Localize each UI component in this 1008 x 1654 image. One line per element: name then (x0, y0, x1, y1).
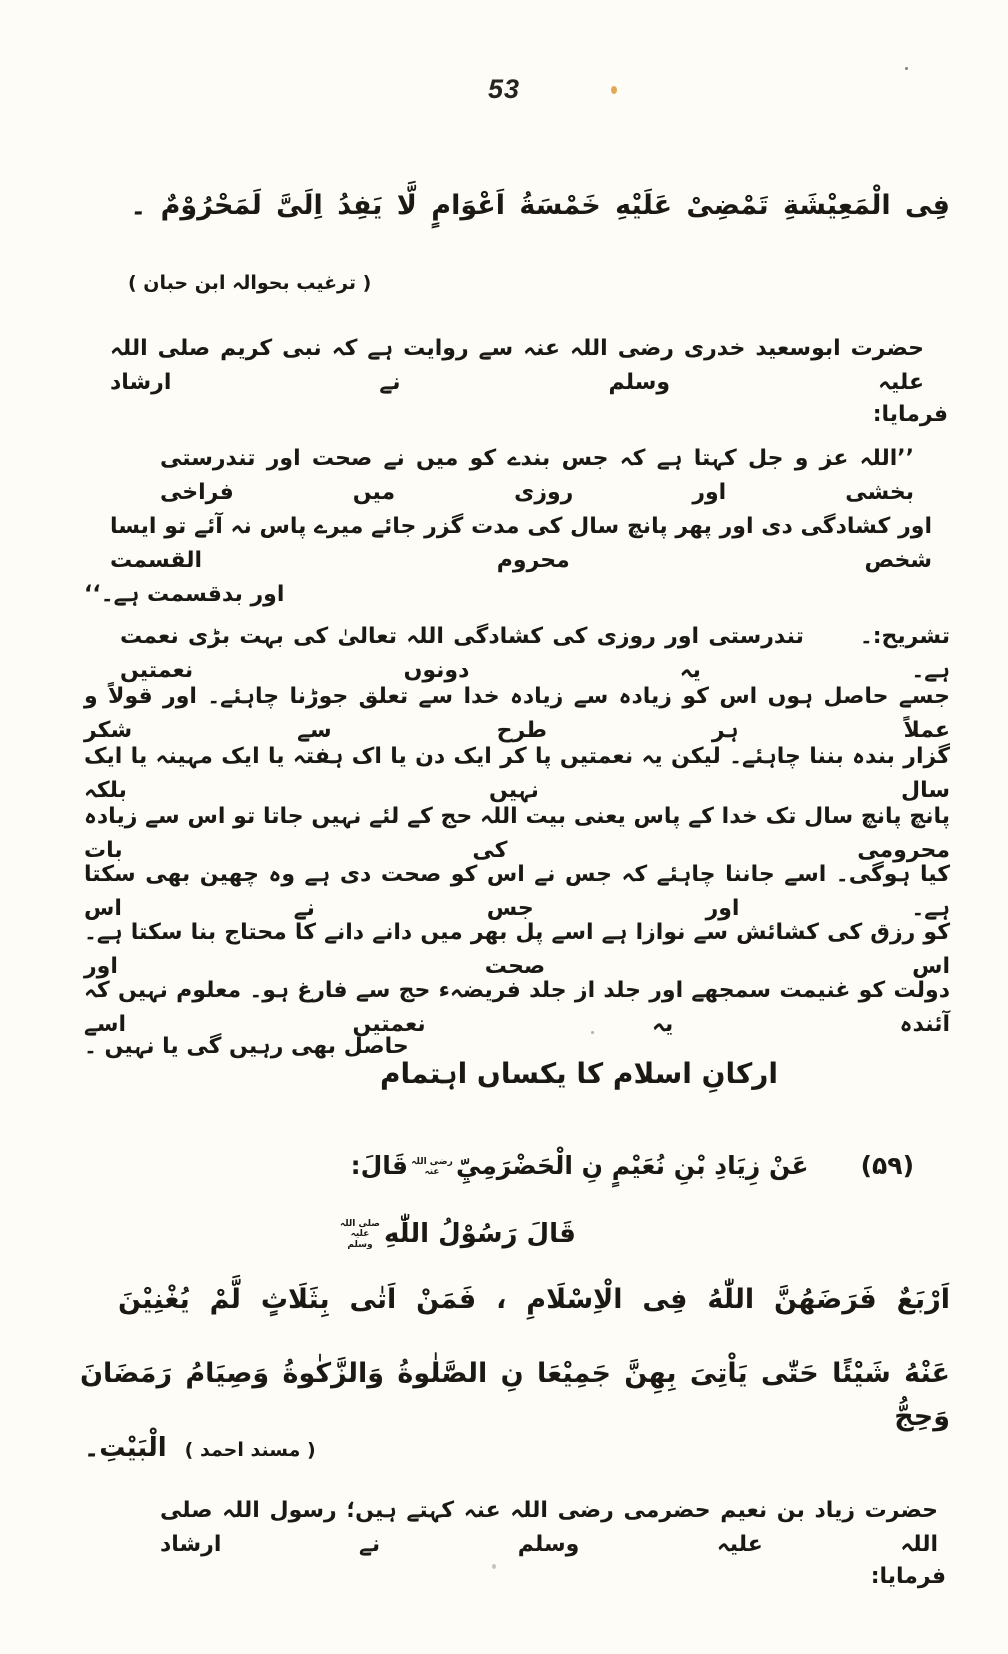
hadith-reference: ( ترغیب بحوالہ ابن حبان ) (128, 272, 372, 294)
section-heading: ارکانِ اسلام کا یکساں اہتمام (379, 1057, 778, 1090)
scan-speck (905, 67, 908, 70)
narration-line: حضرت ابوسعید خدری رضی اللہ عنہ سے روایت ہے کہ نبی کریم صلی اللہ علیہ وسلم نے ارشاد (110, 336, 924, 396)
hadith-59-isnad-row (84, 1146, 914, 1186)
isnad-qala: قَالَ: (350, 1151, 409, 1180)
hadith-matn-ending-row (84, 1428, 316, 1470)
explanation-line: کو رزق کی کشائش سے نوازا ہے اسے پل بھر میں دانے دانے کا محتاج بنا سکتا ہے۔ اس صحت اور (84, 920, 950, 980)
explanation-line: پانچ پانچ سال تک خدا کے پاس یعنی بیت اللہ حج کے لئے نہیں جاتا تو اس سے زیادہ محرومی کی بات (84, 804, 950, 864)
hadith-matn-line: اَرْبَعٌ فَرَضَهُنَّ اللّٰهُ فِى الْاِسْلَامِ ، فَمَنْ اَتٰى بِثَلَاثٍ لَّمْ يُغْنِيْنَ (118, 1284, 950, 1315)
explanation-line: کیا ہوگی۔ اسے جاننا چاہئے کہ جس نے اس کو صحت دی ہے وہ چھین بھی سکتا ہے۔ اور جس نے اس (84, 862, 950, 922)
explanation-line: حاصل بھی رہیں گی یا نہیں ۔ (84, 1034, 409, 1059)
narration-line: حضرت زیاد بن نعیم حضرمی رضی اللہ عنہ کہتے ہیں؛ رسول اللہ صلی اللہ علیہ وسلم نے ارشاد (160, 1498, 938, 1558)
explanation-text: تندرستی اور روزی کی کشادگی اللہ تعالیٰ کی بہت بڑی نعمت ہے۔ یہ دونوں نعمتیں (120, 624, 950, 684)
page-number: 53 (487, 74, 521, 104)
narration-said-label: فرمایا: (870, 1564, 946, 1589)
hadith-number: (۵۹) (860, 1151, 914, 1180)
arabic-hadith-line: فِى الْمَعِيْشَةِ تَمْضِىْ عَلَيْهِ خَمْسَةُ اَعْوَامٍ لَّا يَفِدُ اِلَىَّ لَمَحْرُوْمٌ ۔ (130, 190, 950, 221)
scan-speck (611, 86, 617, 94)
hadith-isnad: عَنْ زِيَادِ بْنِ نُعَيْمٍ نِ الْحَضْرَمِيِّرضی اللہ عنہقَالَ: (350, 1151, 809, 1180)
quote-line: اور بدقسمت ہے۔‘‘ (84, 582, 285, 607)
explanation-line: گزار بندہ بننا چاہئے۔ لیکن یہ نعمتیں پا کر ایک دن یا اک ہفتہ یا ایک مہینہ یا ایک سال نہیں بلکہ (84, 744, 950, 804)
sallallahu-mark: صلی اللہ علیہ وسلم (339, 1218, 381, 1250)
explanation-first-line (120, 620, 950, 688)
narration-said-label: فرمایا: (872, 402, 948, 427)
explanation-line: جسے حاصل ہوں اس کو زیادہ سے زیادہ خدا سے تعلق جوڑنا چاہئے۔ اور قولاً و عملاً ہر طرح سے شکر (84, 684, 950, 744)
radi-allahu-anhu-mark: رضی اللہ عنہ (411, 1156, 453, 1177)
hadith-matn-end: الْبَيْتِ۔ (84, 1433, 167, 1463)
hadith-source-reference: ( مسند احمد ) (184, 1439, 316, 1461)
explanation-line: دولت کو غنیمت سمجھے اور جلد از جلد فریضہء حج سے فارغ ہو۔ معلوم نہیں کہ آئندہ یہ نعمتیں اسے (84, 978, 950, 1038)
hadith-matn-line: عَنْهُ شَيْئًا حَتّٰى يَاْتِىَ بِهِنَّ جَمِيْعَا نِ الصَّلٰوةُ وَالزَّكٰوةُ وَصِيَامُ رَمَضَانَ وَحِجُّ (80, 1358, 950, 1433)
quote-line: ’’اللہ عز و جل کہتا ہے کہ جس بندے کو میں نے صحت اور تندرستی بخشی اور روزی میں فراخی (160, 446, 914, 506)
explanation-label: تشریح:۔ (859, 624, 950, 649)
qala-rasulullah-line: قَالَ رَسُوْلُ اللّٰهِصلی اللہ علیہ وسلم (339, 1218, 576, 1250)
scan-speck (492, 1564, 496, 1569)
quote-line: اور کشادگی دی اور پھر پانچ سال کی مدت گزر جائے میرے پاس نہ آئے تو ایسا شخص محروم القسمت (110, 514, 932, 574)
